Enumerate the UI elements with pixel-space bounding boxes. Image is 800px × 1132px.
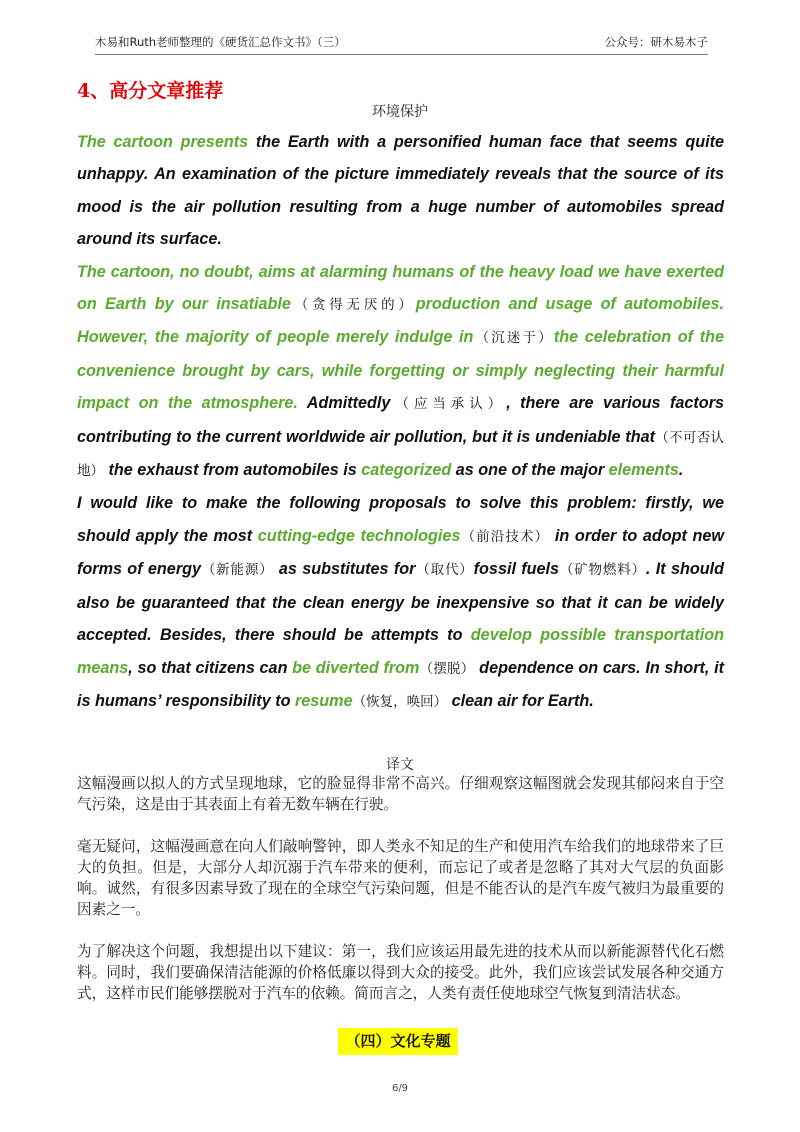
essay-text: clean air for Earth.: [447, 691, 594, 710]
essay-paragraph-2: [77, 256, 724, 488]
chinese-gloss: （不可否认地）: [77, 429, 725, 480]
translation-title: 译文: [386, 757, 414, 773]
green-phrase: The cartoon presents: [77, 133, 249, 151]
essay-text: , there are various factors contributing to the current worldwide air pollution, but it is undeniable that: [77, 394, 724, 446]
translation-paragraph-3: 为了解决这个问题，我想提出以下建议：第一，我们应该运用最先进的技术从而以新能源替代化石燃料。同时，我们要确保清洁能源的价格低廉以得到大众的接受。此外，我们应该尝试发展各种交通方式，这样市民们能够摆脱对于汽车的依赖。简而言之，人类有责任使地球空气恢复到清洁状态。: [77, 943, 724, 1002]
translation-paragraph-2: 毫无疑问，这幅漫画意在向人们敲响警钟，即人类永不知足的生产和使用汽车给我们的地球带来了巨大的负担。但是，大部分人却沉溺于汽车带来的便利，而忘记了或者是忽略了其对大气层的负面影响。诚然，有很多因素导致了现在的全球空气污染问题，但是不能否认的是汽车废气被归为最重要的因素之一。: [77, 838, 724, 918]
green-phrase: be diverted from: [292, 658, 420, 677]
green-phrase: The cartoon, no doubt, aims at alarming humans of the heavy load we have exerted on Earth by our insatiable: [77, 262, 724, 314]
header-account: 公众号：研木易木子: [604, 35, 708, 49]
essay-paragraph-3: [77, 487, 724, 718]
essay-text: , so that citizens can: [128, 658, 293, 677]
essay-text: dependence on cars. In short, it is humans’ responsibility to: [77, 658, 724, 710]
essay-text: as substitutes for: [273, 560, 416, 579]
essay-text: in order to adopt new forms of energy: [77, 526, 725, 579]
chinese-gloss: （摆脱）: [419, 660, 475, 677]
chinese-gloss: （矿物燃料）: [559, 562, 646, 579]
chinese-gloss: （沉迷于）: [473, 330, 554, 347]
translation-body: [77, 773, 724, 1025]
essay-text: the exhaust from automobiles is: [104, 461, 362, 480]
essay-body: [77, 126, 724, 718]
essay-text: fossil fuels: [473, 560, 560, 579]
green-phrase: develop possible transportation means: [77, 626, 724, 677]
green-phrase: production and usage of automobiles. However, the majority of people merely indulge in: [77, 295, 725, 347]
essay-text: I would like to make the following proposals to solve this problem: firstly, we should apply the most: [77, 494, 724, 545]
chinese-gloss: （贪得无厌的）: [290, 297, 416, 314]
chinese-gloss: （恢复，唤回）: [352, 693, 448, 710]
chinese-gloss: （新能源）: [201, 562, 274, 579]
topic-title: 环境保护: [372, 104, 428, 120]
essay-text: .: [678, 461, 684, 480]
chinese-gloss: （前沿技术）: [460, 528, 550, 545]
page-number: 6/9: [391, 1083, 409, 1094]
translation-paragraph-1: 这幅漫画以拟人的方式呈现地球，它的脸显得非常不高兴。仔细观察这幅图就会发现其郁闷来自于空气污染，这是由于其表面上有着无数车辆在行驶。: [77, 775, 724, 813]
next-section-heading: （四）文化专题: [338, 1028, 458, 1055]
section-heading: 4、高分文章推荐: [77, 80, 224, 102]
header-rule: [95, 54, 708, 55]
page-header: [95, 34, 708, 54]
essay-text: the Earth with a personified human face that seems quite unhappy. An examination of the picture immediately reveals that the source of its mood is the air pollution resulting from a huge number of automobiles spread around its surface.: [77, 133, 724, 249]
green-phrase: elements: [608, 461, 679, 480]
header-title: 木易和Ruth老师整理的《硬货汇总作文书》（三）: [95, 35, 346, 49]
green-phrase: resume: [294, 691, 353, 710]
essay-text: Admittedly: [297, 394, 391, 413]
essay-paragraph-1: [77, 126, 724, 256]
green-phrase: cutting-edge technologies: [257, 526, 461, 545]
green-phrase: the celebration of the convenience brought by cars, while forgetting or simply neglecting their harmful impact on the atmosphere.: [77, 328, 725, 413]
essay-text: . It should also be guaranteed that the clean energy be inexpensive so that it can be widely accepted. Besides, there should be attempts to: [77, 560, 725, 645]
chinese-gloss: （取代）: [415, 562, 474, 579]
essay-text: as one of the major: [451, 461, 609, 480]
chinese-gloss: （应当承认）: [390, 396, 507, 413]
green-phrase: categorized: [361, 461, 452, 480]
